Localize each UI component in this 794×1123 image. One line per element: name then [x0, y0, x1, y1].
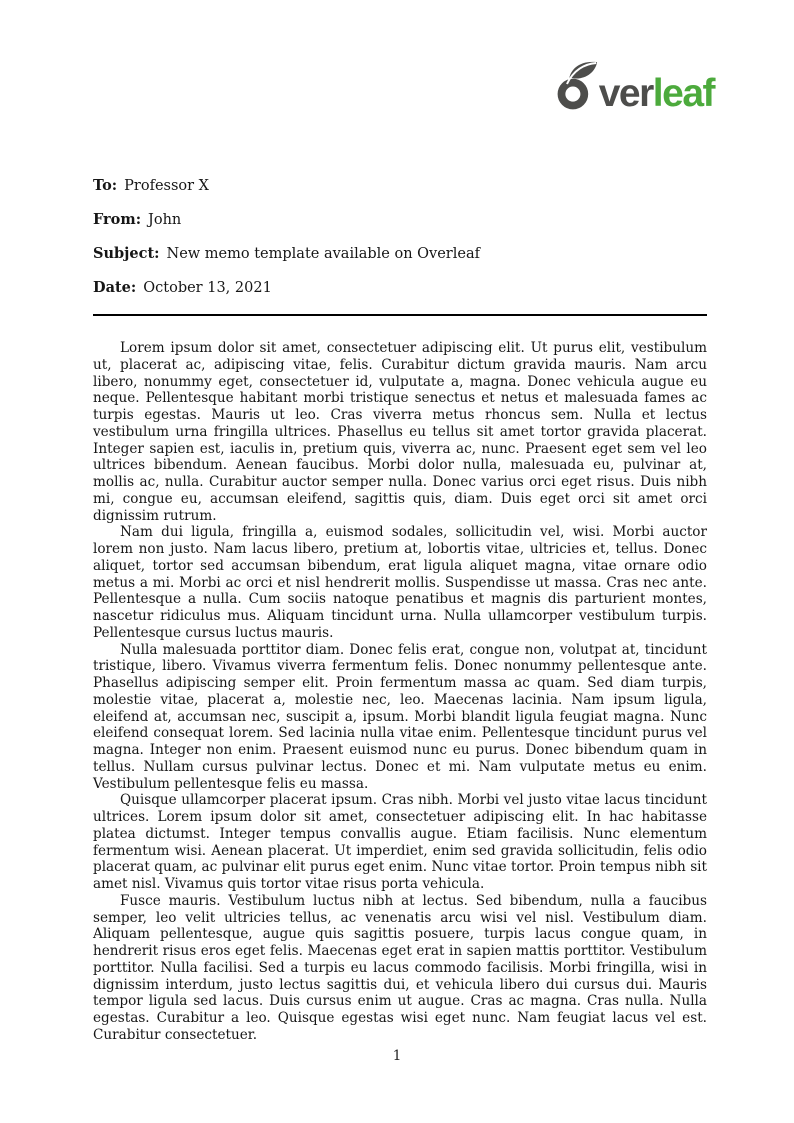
body-paragraph-3: Nulla malesuada porttitor diam. Donec felis erat, congue non, volutpat at, tincidunt tristique, libero. Vivamus viverra fermentum felis. Donec nonummy pellentesque ante. Phasellus adipiscing semper elit. Proin fermentum massa ac quam. Sed diam turpis, molestie vitae, placerat a, molestie nec, leo. Maecenas lacinia. Nam ipsum ligula, eleifend at, accumsan nec, suscipit a, ipsum. Morbi blandit ligula feugiat magna. Nunc eleifend consequat lorem. Sed lacinia nulla vitae enim. Pellentesque tincidunt purus vel magna. Integer non enim. Praesent euismod nunc eu purus. Donec bibendum quam in tellus. Nullam cursus pulvinar lectus. Donec et mi. Nam vulputate metus eu enim. Vestibulum pellentesque felis eu massa. — [93, 641, 707, 792]
logo-text-over: ver — [598, 72, 653, 116]
overleaf-logo — [556, 58, 714, 116]
body-paragraph-1: Lorem ipsum dolor sit amet, consectetuer adipiscing elit. Ut purus elit, vestibulum ut, placerat ac, adipiscing vitae, felis. Curabitur dictum gravida mauris. Nam arcu libero, nonummy eget, consectetuer id, vulputate a, magna. Donec vehicula augue eu neque. Pellentesque habitant morbi tristique senectus et netus et malesuada fames ac turpis egestas. Mauris ut leo. Cras viverra metus rhoncus sem. Nulla et lectus vestibulum urna fringilla ultrices. Phasellus eu tellus sit amet tortor gravida placerat. Integer sapien est, iaculis in, pretium quis, viverra ac, nunc. Praesent eget sem vel leo ultrices bibendum. Aenean faucibus. Morbi dolor nulla, malesuada eu, pulvinar at, mollis ac, nulla. Curabitur auctor semper nulla. Donec varius orci eget risus. Duis nibh mi, congue eu, accumsan eleifend, sagittis quis, diam. Duis eget orci sit amet orci dignissim rutrum. — [93, 340, 707, 524]
body-paragraph-4: Quisque ullamcorper placerat ipsum. Cras nibh. Morbi vel justo vitae lacus tincidunt ultrices. Lorem ipsum dolor sit amet, consectetuer adipiscing elit. In hac habitasse platea dictumst. Integer tempus convallis augue. Etiam facilisis. Nunc elementum fermentum wisi. Aenean placerat. Ut imperdiet, enim sed gravida sollicitudin, felis odio placerat quam, ac pulvinar elit purus eget enim. Nunc vitae tortor. Proin tempus nibh sit amet nisl. Vivamus quis tortor vitae risus porta vehicula. — [93, 792, 707, 892]
header-divider-rule — [93, 314, 707, 316]
memo-field-subject — [93, 245, 708, 263]
field-label-subject: Subject: — [93, 245, 160, 262]
body-paragraph-2: Nam dui ligula, fringilla a, euismod sodales, sollicitudin vel, wisi. Morbi auctor lorem non justo. Nam lacus libero, pretium at, lobortis vitae, ultricies et, tellus. Donec aliquet, tortor sed accumsan bibendum, erat ligula aliquet magna, vitae ornare odio metus a mi. Morbi ac orci et nisl hendrerit mollis. Suspendisse ut massa. Cras nec ante. Pellentesque a nulla. Cum sociis natoque penatibus et magnis dis parturient montes, nascetur ridiculus mus. Aliquam tincidunt urna. Nulla ullamcorper vestibulum turpis. Pellentesque cursus luctus mauris. — [93, 524, 707, 641]
field-value-from: John — [148, 212, 182, 228]
logo-text-leaf: leaf — [652, 72, 714, 116]
field-label-date: Date: — [93, 279, 137, 296]
memo-header-fields — [93, 177, 708, 313]
memo-field-from — [93, 211, 708, 229]
overleaf-o-leaf-icon — [556, 58, 598, 110]
body-paragraph-5: Fusce mauris. Vestibulum luctus nibh at lectus. Sed bibendum, nulla a faucibus semper, leo velit ultricies tellus, ac venenatis arcu wisi vel nisl. Vestibulum diam. Aliquam pellentesque, augue quis sagittis posuere, turpis lacus congue quam, in hendrerit risus eros eget felis. Maecenas eget erat in sapien mattis porttitor. Vestibulum porttitor. Nulla facilisi. Sed a turpis eu lacus commodo facilisis. Morbi fringilla, wisi in dignissim interdum, justo lectus sagittis dui, et vehicula libero dui cursus dui. Mauris tempor ligula sed lacus. Duis cursus enim ut augue. Cras ac magna. Cras nulla. Nulla egestas. Curabitur a leo. Quisque egestas wisi eget nunc. Nam feugiat lacus vel est. Curabitur consectetuer. — [93, 892, 707, 1043]
field-value-to: Professor X — [124, 178, 209, 194]
memo-field-date — [93, 279, 708, 297]
page-number: 1 — [392, 1048, 402, 1064]
field-label-to: To: — [93, 177, 118, 194]
field-value-subject: New memo template available on Overleaf — [166, 246, 480, 262]
field-value-date: October 13, 2021 — [143, 280, 272, 296]
field-label-from: From: — [93, 211, 142, 228]
memo-body — [93, 340, 707, 1044]
memo-field-to — [93, 177, 708, 195]
overleaf-wordmark — [598, 72, 714, 116]
